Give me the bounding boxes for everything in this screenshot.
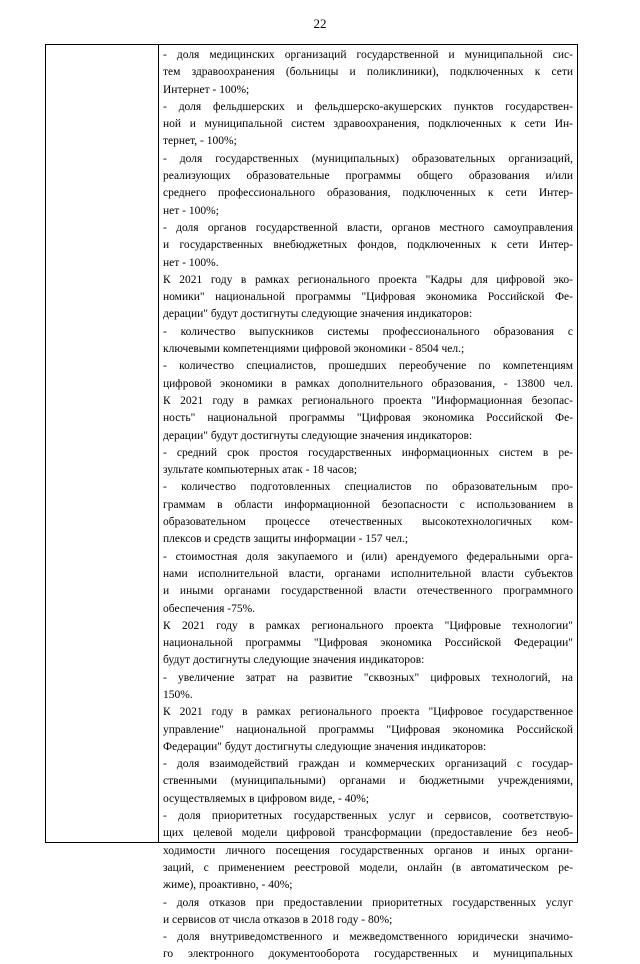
- text-line: Федерации" будут достигнуты следующие значения индикаторов:: [163, 740, 487, 753]
- text-line: граммам в области информационной безопасности с использованием в: [163, 498, 573, 511]
- text-line: зультате компьютерных атак - 18 часов;: [163, 464, 358, 477]
- text-line: К 2021 году в рамках регионального проекта "Цифровое государственное: [163, 706, 573, 719]
- text-line: - доля приоритетных государственных услуг и сервисов, соответствую-: [163, 810, 573, 823]
- text-line: цифровой экономики в рамках дополнительного образования, - 13800 чел.: [163, 377, 573, 390]
- text-line: го электронного документооборота государственных и муниципальных: [163, 948, 573, 961]
- text-line: осуществляемых в цифровом виде, - 40%;: [163, 792, 370, 805]
- text-line: плексов и средств защиты информации - 157 чел.;: [163, 533, 409, 546]
- text-line: тем здравоохранения (больницы и поликлиники), подключенных к сети: [163, 66, 573, 79]
- text-line: 150%.: [163, 688, 193, 701]
- text-line: реализующих образовательные программы общего образования и/или: [163, 170, 573, 183]
- text-line: управление" национальной программы "Цифровая экономика Российской: [163, 723, 573, 736]
- text-line: К 2021 году в рамках регионального проекта "Информационная безопас-: [163, 394, 573, 407]
- text-line: - доля взаимодействий граждан и коммерческих организаций с государ-: [163, 758, 573, 771]
- text-line: К 2021 году в рамках регионального проекта "Цифровые технологии": [163, 619, 573, 632]
- document-table: [45, 44, 578, 961]
- text-line: - доля государственных (муниципальных) образовательных организаций,: [163, 152, 573, 165]
- text-line: жиме), проактивно, - 40%;: [163, 879, 293, 892]
- text-line: тернет, - 100%;: [163, 135, 237, 148]
- text-line: - увеличение затрат на развитие "сквозных" цифровых технологий, на: [163, 671, 573, 684]
- text-line: среднего профессионального образования, подключенных к сети Интер-: [163, 187, 573, 200]
- text-line: будут достигнуты следующие значения индикаторов:: [163, 654, 425, 667]
- text-line: национальной программы "Цифровая экономика Российской Федерации": [163, 637, 573, 650]
- text-line: дерации" будут достигнуты следующие значения индикаторов:: [163, 429, 473, 442]
- text-line: ходимости личного посещения государственных органов и иных органи-: [163, 844, 573, 857]
- text-line: и иными органами государственной власти отечественного программного: [163, 585, 573, 598]
- text-line: и сервисов от числа отказов в 2018 году - 80%;: [163, 913, 393, 926]
- text-line: - количество специалистов, прошедших переобучение по компетенциям: [163, 360, 573, 373]
- page-number: 22: [313, 16, 327, 31]
- text-line: образовательном процессе отечественных высокотехнологичных ком-: [163, 516, 573, 529]
- text-line: - количество выпускников системы профессионального образования с: [163, 325, 573, 338]
- text-line: - доля медицинских организаций государственной и муниципальной сис-: [163, 49, 573, 61]
- text-line: нет - 100%;: [163, 204, 219, 217]
- table-left-column: [46, 45, 159, 842]
- text-line: К 2021 году в рамках регионального проекта "Кадры для цифровой эко-: [163, 273, 573, 286]
- text-line: - доля фельдшерских и фельдшерско-акушерских пунктов государствен-: [163, 100, 573, 113]
- text-line: - доля внутриведомственного и межведомственного юридически значимо-: [163, 931, 573, 944]
- text-line: - стоимостная доля закупаемого и (или) арендуемого федеральными орга-: [163, 550, 573, 563]
- text-line: номики" национальной программы "Цифровая экономика Российской Фе-: [163, 291, 573, 304]
- text-line: обеспечения -75%.: [163, 602, 256, 615]
- text-line: и государственных внебюджетных фондов, подключенных к сети Интер-: [163, 239, 573, 252]
- text-line: ной и муниципальной систем здравоохранения, подключенных к сети Ин-: [163, 118, 573, 131]
- text-line: ключевыми компетенциями цифровой экономики - 8504 чел.;: [163, 343, 465, 356]
- text-line: - количество подготовленных специалистов по образовательным про-: [163, 481, 573, 494]
- table-text-column: [159, 45, 577, 961]
- text-line: - доля отказов при предоставлении приоритетных государственных услуг: [163, 896, 573, 909]
- text-line: дерации" будут достигнуты следующие значения индикаторов:: [163, 308, 473, 321]
- text-line: нет - 100%.: [163, 256, 219, 269]
- text-line: ность" национальной программы "Цифровая экономика Российской Фе-: [163, 412, 573, 425]
- text-line: нами исполнительной власти, органами исполнительной власти субъектов: [163, 567, 573, 580]
- text-line: - средний срок простоя государственных информационных систем в ре-: [163, 446, 573, 459]
- text-line: ственными (муниципальными) органами и бюджетными учреждениями,: [163, 775, 573, 788]
- text-line: щих целевой модели цифровой трансформации (предоставление без необ-: [163, 827, 573, 840]
- text-line: Интернет - 100%;: [163, 83, 250, 96]
- text-line: заций, с применением реестровой модели, онлайн (в автоматическом ре-: [163, 861, 573, 874]
- text-line: - доля органов государственной власти, органов местного самоуправления: [163, 221, 573, 234]
